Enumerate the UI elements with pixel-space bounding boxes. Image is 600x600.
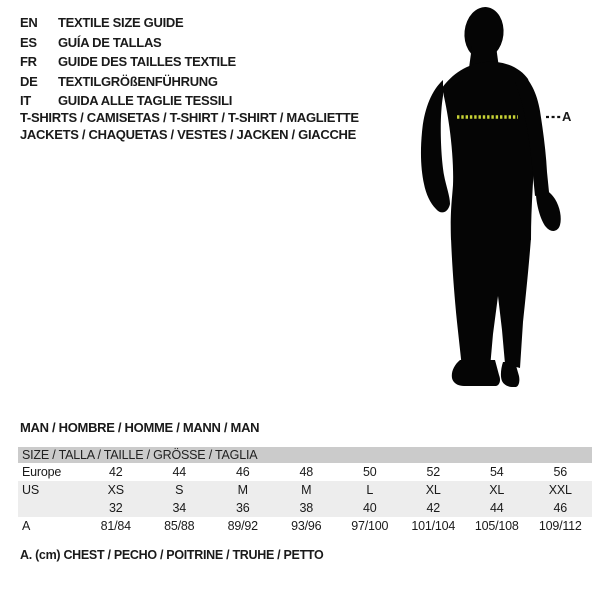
size-cell: L xyxy=(366,483,374,497)
language-label: GUIDA ALLE TAGLIE TESSILI xyxy=(58,93,233,108)
category-line-jackets: JACKETS / CHAQUETAS / VESTES / JACKEN / GIACCHE xyxy=(20,126,356,142)
row-label: US xyxy=(22,483,39,497)
language-label: TEXTILGRÖßENFÜHRUNG xyxy=(58,73,218,89)
size-cell: 85/88 xyxy=(164,519,195,533)
size-cell: 101/104 xyxy=(411,519,456,533)
size-cell: S xyxy=(175,483,184,497)
size-cell: 109/112 xyxy=(538,519,582,533)
language-row xyxy=(20,91,236,111)
size-cell: 44 xyxy=(172,465,186,479)
table-row-us-numeric xyxy=(18,499,592,517)
size-cell: 97/100 xyxy=(351,519,389,533)
measurement-footnote: A. (cm) CHEST / PECHO / POITRINE / TRUHE / PETTO xyxy=(20,548,324,562)
size-cell: 46 xyxy=(235,465,250,479)
language-label: GUÍA DE TALLAS xyxy=(58,34,162,50)
category-line-tshirts: T-SHIRTS / CAMISETAS / T-SHIRT / T-SHIRT / MAGLIETTE xyxy=(20,110,359,125)
size-cell: 40 xyxy=(362,501,377,515)
size-cell: 32 xyxy=(108,501,123,515)
size-cell: 44 xyxy=(489,501,504,515)
size-cell: 38 xyxy=(299,501,313,515)
language-label: GUIDE DES TAILLES TEXTILE xyxy=(58,54,236,69)
size-cell: 56 xyxy=(553,465,567,479)
language-code: DE xyxy=(20,73,38,89)
language-row xyxy=(20,33,236,53)
size-cell: M xyxy=(237,483,248,497)
size-cell: XL xyxy=(425,483,441,497)
category-titles xyxy=(20,110,359,143)
size-cell: 34 xyxy=(172,501,186,515)
size-cell: 48 xyxy=(299,465,313,479)
man-silhouette-figure xyxy=(410,0,600,400)
size-table-header: SIZE / TALLA / TAILLE / GRÖSSE / TAGLIA xyxy=(18,447,592,463)
size-cell: 105/108 xyxy=(474,519,519,533)
size-cell: 50 xyxy=(362,465,377,479)
size-cell: 93/96 xyxy=(291,519,322,533)
language-list xyxy=(20,13,236,111)
size-cell: XXL xyxy=(548,483,572,497)
size-cell: XL xyxy=(489,483,505,497)
size-cell: M xyxy=(301,483,312,497)
row-label xyxy=(18,499,84,517)
size-table xyxy=(18,447,592,535)
size-cell: 46 xyxy=(553,501,567,515)
size-cell: 42 xyxy=(426,501,440,515)
size-cell: 42 xyxy=(108,465,123,479)
language-code: IT xyxy=(20,93,31,108)
size-cell: 81/84 xyxy=(100,519,131,533)
measure-label-a: A xyxy=(562,109,572,124)
man-figure xyxy=(410,0,600,400)
size-cell: 89/92 xyxy=(227,519,258,533)
row-label: Europe xyxy=(22,465,62,479)
language-label: TEXTILE SIZE GUIDE xyxy=(58,15,184,30)
language-code: EN xyxy=(20,15,38,30)
language-row xyxy=(20,13,236,33)
size-cell: 52 xyxy=(426,465,440,479)
language-row xyxy=(20,72,236,92)
table-row-chest-cm xyxy=(18,517,592,535)
language-code: ES xyxy=(20,34,37,50)
section-title-man: MAN / HOMBRE / HOMME / MANN / MAN xyxy=(20,420,260,435)
table-row-us xyxy=(18,481,592,499)
language-row xyxy=(20,52,236,72)
size-cell: 54 xyxy=(489,465,504,479)
table-row-europe xyxy=(18,463,592,481)
row-label: A xyxy=(22,519,31,533)
size-cell: XS xyxy=(107,483,124,497)
size-cell: 36 xyxy=(235,501,250,515)
language-code: FR xyxy=(20,54,37,69)
